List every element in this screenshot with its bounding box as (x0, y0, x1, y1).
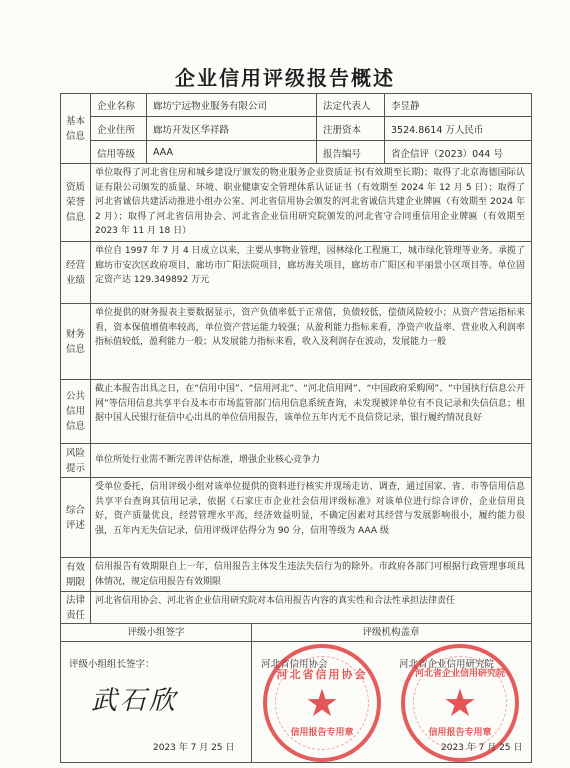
signature-right-header: 评级机构盖章 (362, 627, 420, 638)
section-text: 截止本报告出具之日，在“信用中国”、“信用河北”、“河北信用网”、“中国政府采购网”、“中国执行信息公开网”等信用信息共享平台及本市市场监管部门信用信息系统查询，未发现被评单位有不良记录和失信信息；根据中国人民银行征信中心出具的单位信用报告，该单位五年内无不良信贷记录，银行履约情况良好 (95, 384, 525, 423)
org1-name: 河北省信用协会 (261, 659, 328, 670)
section-text: 单位所处行业需不断完善评估标准，增强企业核心竞争力 (95, 455, 321, 465)
address-label: 企业住所 (91, 117, 147, 141)
stamp-text: 河北省信用协会 (276, 668, 368, 681)
stamp-text: 信用报告专用章 (290, 728, 354, 738)
section-label: 财务信息 (61, 304, 91, 379)
handwritten-signature: 武石欣 (91, 686, 179, 716)
star-icon: ★ (442, 681, 478, 725)
signature-left-cell (61, 642, 252, 762)
section-legal (61, 592, 531, 624)
company-name-label: 企业名称 (91, 94, 147, 117)
legal-rep-value: 李昱静 (385, 94, 531, 117)
section-text: 单位提供的财务报表主要数据显示，资产负债率低于正常值，负债较低，偿债风险较小；从资产营运指标来看，资本保值增值率较高，单位资产营运能力较强；从盈利能力指标来看，净资产收益率、营业收入利润率指标值较低，盈利能力一般；从发展能力指标来看，收入及利润存在波动，发展能力一般 (95, 308, 525, 347)
star-icon: ★ (304, 681, 340, 725)
section-performance (61, 242, 531, 304)
section-label: 公共信用信息 (61, 380, 91, 443)
section-text: 单位取得了河北省住房和城乡建设厅颁发的物业服务企业资质证书(有效期至长期)；取得了北京海德国际认证有限公司颁发的质量、环境、职业健康安全管理体系认证证书（有效期至 2024 年 12 月 5 日）；取得了河北省诚信共建活动推进小组办公室、河北省信用协会颁发的河北省诚信共建企业牌匾（有效期至 2024 年 2 月）；取得了河北省信用协会、河北省企业信用研究院颁发的河北省守合同重信用企业牌匾（有效期至 2023 年 11 月 18 日） (95, 168, 525, 236)
section-risk (61, 444, 531, 478)
company-name-value: 廊坊宁远物业服务有限公司 (147, 94, 317, 117)
section-label: 资质荣誉信息 (61, 164, 91, 241)
section-label: 有效期限 (61, 558, 91, 591)
capital-label: 注册资本 (317, 117, 385, 141)
signature-header-row (61, 624, 531, 642)
report-table (60, 93, 532, 763)
signature-left-header: 评级小组签字 (61, 624, 252, 642)
grade-value: AAA (147, 141, 317, 164)
section-label: 综合评述 (61, 478, 91, 557)
leader-label: 评级小组组长签字： (69, 659, 155, 670)
association-stamp (263, 644, 381, 762)
section-summary (61, 478, 531, 558)
section-text: 单位自 1997 年 7 月 4 日成立以来，主要从事物业管理，园林绿化工程施工，城市绿化管理等业务。承揽了廊坊市安次区政府项目，廊坊市广阳法院项目，廊坊海关项目，廊坊市广阳区和平丽景小区项目等。单位固定资产达 129.349892 万元 (95, 246, 525, 285)
section-label: 风险提示 (61, 444, 91, 477)
stamp-text: 河北省企业信用研究院 (414, 669, 505, 679)
grade-label: 信用等级 (91, 141, 147, 164)
section-text: 受单位委托，信用评级小组对该单位提供的资料进行核实并现场走访、调查，通过国家、省、市等信用信息共享平台查询其信用记录，依据《石家庄市企业社会信用评级标准》对该单位进行综合评价，企业信用良好，资产质量优良，经营管理水平高，经济效益明显，不确定因素对其经营与发展影响很小，履约能力很强，五年内无失信记录，信用评级评估得分为 90 分，信用等级为 AAA 级 (95, 482, 525, 536)
left-date: 2023 年 7 月 25 日 (153, 743, 235, 753)
section-text: 信用报告有效期限自上一年，信用报告主体发生违法失信行为的除外。市政府各部门可根据行政管理事项具体情况，规定信用报告有效期限 (95, 562, 525, 587)
section-qualifications (61, 164, 531, 242)
section-label: 法律责任 (61, 592, 91, 623)
signature-right-cell (251, 642, 531, 762)
section-validity (61, 558, 531, 592)
legal-rep-label: 法定代表人 (317, 94, 385, 117)
address-value: 廊坊开发区华祥路 (147, 117, 317, 141)
report-no-label: 报告编号 (317, 141, 385, 164)
basic-info-block (61, 94, 531, 164)
org2-name: 河北省企业信用研究院 (399, 659, 495, 670)
section-label: 经营业绩 (61, 242, 91, 303)
section-financial (61, 304, 531, 380)
right-date: 2023 年 7 月 25 日 (441, 743, 523, 753)
page-title: 企业信用评级报告概述 (175, 66, 395, 90)
signature-body (61, 642, 531, 762)
stamp-text: 信用报告专用章 (428, 728, 492, 738)
capital-value: 3524.8614 万人民币 (385, 117, 531, 141)
section-text: 河北省信用协会、河北省企业信用研究院对本信用报告内容的真实性和合法性承担法律责任 (95, 596, 456, 606)
basic-info-label: 基本信息 (61, 94, 91, 163)
section-public-credit (61, 380, 531, 444)
report-no-value: 省企信评（2023）044 号 (391, 148, 503, 160)
